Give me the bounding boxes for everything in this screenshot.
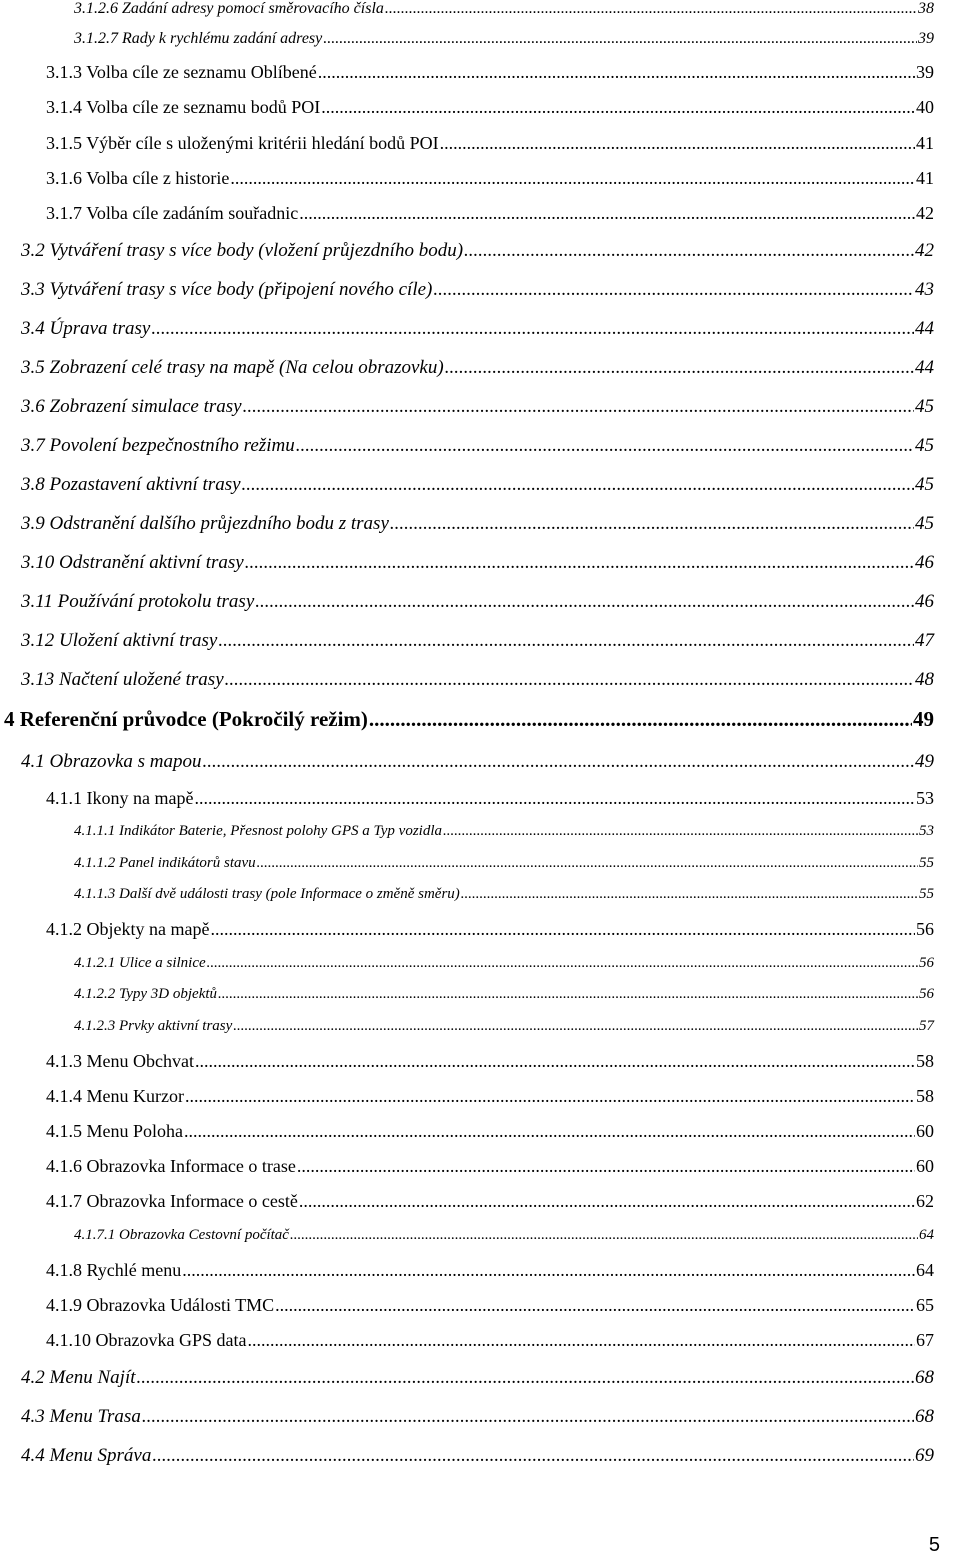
toc-entry[interactable] xyxy=(21,357,934,379)
toc-leader xyxy=(195,1051,915,1072)
toc-page-number: 56 xyxy=(919,955,934,971)
toc-entry-title: 4.4 Menu Správa xyxy=(21,1445,152,1466)
toc-leader xyxy=(255,591,914,613)
toc-leader xyxy=(151,318,914,340)
toc-entry[interactable] xyxy=(21,1445,934,1467)
toc-leader xyxy=(218,630,914,652)
toc-entry[interactable] xyxy=(46,97,934,118)
toc-entry[interactable] xyxy=(46,1191,934,1212)
toc-entry-title: 3.1.3 Volba cíle ze seznamu Oblíbené xyxy=(46,62,317,82)
toc-entry-title: 4.3 Menu Trasa xyxy=(21,1406,141,1427)
toc-entry-title: 3.4 Úprava trasy xyxy=(21,318,151,339)
toc-leader xyxy=(369,707,912,732)
toc-leader xyxy=(257,855,918,872)
toc-entry-title: 4.1.1.3 Další dvě události trasy (pole Informace o změně směru) xyxy=(74,886,460,902)
toc-page-number: 40 xyxy=(916,97,934,117)
toc-leader xyxy=(461,886,918,903)
toc-leader xyxy=(297,1156,915,1177)
toc-entry-title: 4.1.2.2 Typy 3D objektů xyxy=(74,986,218,1002)
toc-entry-title: 3.11 Používání protokolu trasy xyxy=(21,591,255,612)
toc-leader xyxy=(207,955,918,972)
toc-page-number: 44 xyxy=(915,357,934,378)
toc-leader xyxy=(210,919,915,940)
toc-entry[interactable] xyxy=(21,240,934,262)
toc-leader xyxy=(299,203,915,224)
toc-entry[interactable] xyxy=(4,707,934,732)
toc-page-number: 46 xyxy=(915,552,934,573)
toc-page-number: 58 xyxy=(916,1086,934,1106)
toc-entry[interactable] xyxy=(21,279,934,301)
toc-entry-title: 4.1.2.3 Prvky aktivní trasy xyxy=(74,1018,233,1034)
toc-page-number: 42 xyxy=(916,203,934,223)
toc-entry[interactable] xyxy=(74,1018,934,1035)
toc-entry[interactable] xyxy=(46,919,934,940)
toc-entry-title: 3.12 Uložení aktivní trasy xyxy=(21,630,218,651)
toc-entry-title: 3.6 Zobrazení simulace trasy xyxy=(21,396,242,417)
toc-leader xyxy=(464,240,914,262)
toc-page-number: 60 xyxy=(916,1121,934,1141)
toc-entry[interactable] xyxy=(21,396,934,418)
toc-entry-title: 4.1.5 Menu Poloha xyxy=(46,1121,183,1141)
toc-entry[interactable] xyxy=(74,955,934,972)
toc-page-number: 45 xyxy=(915,396,934,417)
toc-entry[interactable] xyxy=(46,133,934,154)
toc-leader xyxy=(225,669,914,691)
toc-entry-title: 3.5 Zobrazení celé trasy na mapě (Na celou obrazovku) xyxy=(21,357,444,378)
toc-entry-title: 4.1.6 Obrazovka Informace o trase xyxy=(46,1156,296,1176)
toc-leader xyxy=(185,1086,915,1107)
toc-page-number: 45 xyxy=(915,474,934,495)
toc-page-number: 55 xyxy=(919,886,934,902)
toc-page-number: 44 xyxy=(915,318,934,339)
toc-leader xyxy=(242,474,914,496)
toc-entry[interactable] xyxy=(21,1367,934,1389)
toc-page-number: 49 xyxy=(913,707,934,731)
toc-entry-title: 3.9 Odstranění dalšího průjezdního bodu z trasy xyxy=(21,513,389,534)
toc-page-number: 56 xyxy=(919,986,934,1002)
toc-page-number: 53 xyxy=(919,823,934,839)
toc-entry[interactable] xyxy=(46,168,934,189)
toc-entry-title: 4.1.3 Menu Obchvat xyxy=(46,1051,194,1071)
toc-entry[interactable] xyxy=(74,30,934,48)
toc-leader xyxy=(243,396,914,418)
toc-page-number: 67 xyxy=(916,1330,934,1350)
toc-entry-title: 3.1.2.6 Zadání adresy pomocí směrovacího čísla xyxy=(74,0,384,17)
toc-page-number: 60 xyxy=(916,1156,934,1176)
toc-leader xyxy=(184,1121,915,1142)
toc-page-number: 46 xyxy=(915,591,934,612)
toc-entry-title: 4.1.1.2 Panel indikátorů stavu xyxy=(74,855,256,871)
toc-page-number: 64 xyxy=(919,1227,934,1243)
toc-entry[interactable] xyxy=(46,1330,934,1351)
toc-leader xyxy=(194,788,915,809)
toc-entry-title: 3.1.5 Výběr cíle s uloženými kritérii hledání bodů POI xyxy=(46,133,439,153)
toc-leader xyxy=(247,1330,915,1351)
toc-entry[interactable] xyxy=(21,513,934,535)
toc-entry[interactable] xyxy=(46,1260,934,1281)
toc-entry[interactable] xyxy=(46,62,934,83)
toc-entry[interactable] xyxy=(74,986,934,1003)
toc-leader xyxy=(433,279,914,301)
toc-entry-title: 4.1.2.1 Ulice a silnice xyxy=(74,955,206,971)
toc-page-number: 64 xyxy=(916,1260,934,1280)
toc-entry-title: 3.2 Vytváření trasy s více body (vložení průjezdního bodu) xyxy=(21,240,464,261)
toc-entry[interactable] xyxy=(74,1227,934,1244)
toc-leader xyxy=(296,435,914,457)
toc-entry-title: 3.10 Odstranění aktivní trasy xyxy=(21,552,244,573)
toc-leader xyxy=(299,1191,915,1212)
toc-entry-title: 3.1.7 Volba cíle zadáním souřadnic xyxy=(46,203,299,223)
toc-entry-title: 4.1.8 Rychlé menu xyxy=(46,1260,182,1280)
toc-page-number: 41 xyxy=(916,133,934,153)
toc-entry[interactable] xyxy=(21,1406,934,1428)
toc-leader xyxy=(323,30,917,48)
toc-entry-title: 3.3 Vytváření trasy s více body (připojení nového cíle) xyxy=(21,279,433,300)
toc-page-number: 39 xyxy=(916,62,934,82)
toc-entry[interactable] xyxy=(46,203,934,224)
toc-entry[interactable] xyxy=(21,669,934,691)
toc-leader xyxy=(385,0,917,18)
toc-leader xyxy=(230,168,915,189)
toc-leader xyxy=(321,97,915,118)
toc-leader xyxy=(445,357,914,379)
toc-entry-title: 4.1.9 Obrazovka Události TMC xyxy=(46,1295,275,1315)
toc-page-number: 47 xyxy=(915,630,934,651)
toc-page-number: 58 xyxy=(916,1051,934,1071)
toc-leader xyxy=(318,62,915,83)
toc-page-number: 68 xyxy=(915,1367,934,1388)
toc-page-number: 48 xyxy=(915,669,934,690)
toc-leader xyxy=(152,1445,914,1467)
toc-entry[interactable] xyxy=(46,1051,934,1072)
toc-entry-title: 4.1 Obrazovka s mapou xyxy=(21,751,202,772)
toc-entry[interactable] xyxy=(21,630,934,652)
toc-page-number: 56 xyxy=(916,919,934,939)
page-number: 5 xyxy=(928,1534,940,1556)
toc-entry-title: 3.1.2.7 Rady k rychlému zadání adresy xyxy=(74,30,323,47)
toc-leader xyxy=(203,751,915,773)
toc-leader xyxy=(137,1367,914,1389)
toc-entry[interactable] xyxy=(21,474,934,496)
toc-leader xyxy=(290,1227,918,1244)
toc-entry[interactable] xyxy=(46,1121,934,1142)
toc-entry-title: 4 Referenční průvodce (Pokročilý režim) xyxy=(4,707,368,731)
toc-leader xyxy=(245,552,914,574)
toc-leader xyxy=(275,1295,915,1316)
toc-leader xyxy=(440,133,915,154)
toc-entry[interactable] xyxy=(21,435,934,457)
toc-page-number: 53 xyxy=(916,788,934,808)
toc-leader xyxy=(390,513,914,535)
toc-leader xyxy=(443,823,918,840)
toc-entry-title: 3.7 Povolení bezpečnostního režimu xyxy=(21,435,295,456)
toc-entry-title: 3.1.6 Volba cíle z historie xyxy=(46,168,230,188)
toc-entry-title: 3.1.4 Volba cíle ze seznamu bodů POI xyxy=(46,97,321,117)
toc-entry-title: 4.1.7 Obrazovka Informace o cestě xyxy=(46,1191,298,1211)
toc-leader xyxy=(233,1018,918,1035)
toc-page-number: 65 xyxy=(916,1295,934,1315)
toc-entry-title: 3.13 Načtení uložené trasy xyxy=(21,669,224,690)
toc-entry-title: 4.1.4 Menu Kurzor xyxy=(46,1086,184,1106)
toc-entry[interactable] xyxy=(74,855,934,872)
toc-page-number: 42 xyxy=(915,240,934,261)
toc-entry[interactable] xyxy=(46,1086,934,1107)
toc-page-number: 45 xyxy=(915,513,934,534)
toc-entry-title: 4.1.1 Ikony na mapě xyxy=(46,788,194,808)
toc-entry[interactable] xyxy=(74,0,934,18)
toc-page-number: 55 xyxy=(919,855,934,871)
toc-entry[interactable] xyxy=(74,886,934,903)
toc-entry[interactable] xyxy=(21,591,934,613)
toc-entry-title: 4.2 Menu Najít xyxy=(21,1367,136,1388)
toc-entry[interactable] xyxy=(46,1295,934,1316)
toc-entry-title: 4.1.7.1 Obrazovka Cestovní počítač xyxy=(74,1227,289,1243)
toc-entry[interactable] xyxy=(21,552,934,574)
toc-leader xyxy=(218,986,918,1003)
toc-page-number: 39 xyxy=(918,30,934,47)
toc-page-number: 49 xyxy=(915,751,934,772)
toc-page-number: 68 xyxy=(915,1406,934,1427)
toc-page-number: 41 xyxy=(916,168,934,188)
toc-page-number: 69 xyxy=(915,1445,934,1466)
toc-entry[interactable] xyxy=(21,318,934,340)
toc-entry[interactable] xyxy=(74,823,934,840)
toc-entry[interactable] xyxy=(46,1156,934,1177)
toc-entry[interactable] xyxy=(46,788,934,809)
toc-entry-title: 4.1.1.1 Indikátor Baterie, Přesnost polohy GPS a Typ vozidla xyxy=(74,823,443,839)
toc-leader xyxy=(142,1406,914,1428)
toc-entry-title: 4.1.2 Objekty na mapě xyxy=(46,919,210,939)
toc-entry[interactable] xyxy=(21,751,934,773)
toc-page-number: 45 xyxy=(915,435,934,456)
toc-entry-title: 4.1.10 Obrazovka GPS data xyxy=(46,1330,247,1350)
toc-page-number: 62 xyxy=(916,1191,934,1211)
toc-entry-title: 3.8 Pozastavení aktivní trasy xyxy=(21,474,241,495)
toc-page-number: 43 xyxy=(915,279,934,300)
toc-leader xyxy=(182,1260,915,1281)
toc-page-number: 38 xyxy=(918,0,934,17)
toc-page-number: 57 xyxy=(919,1018,934,1034)
